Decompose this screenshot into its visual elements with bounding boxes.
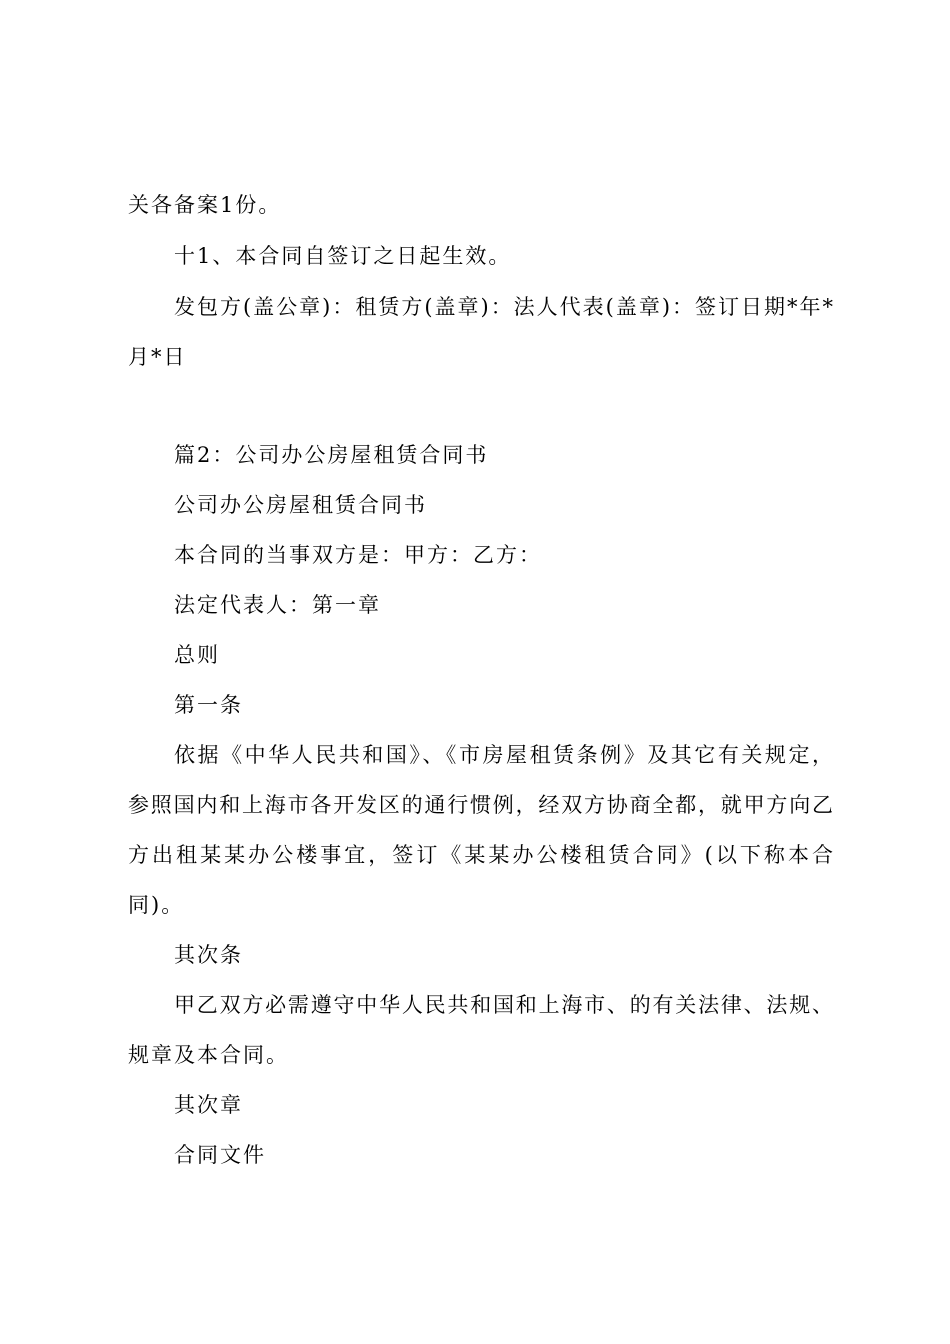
section-heading: 篇2：公司办公房屋租赁合同书 <box>174 443 489 467</box>
paragraph-line: 参照国内和上海市各开发区的通行惯例，经双方协商全都，就甲方向乙 <box>128 793 834 817</box>
legal-representative-line: 法定代表人：第一章 <box>174 593 381 617</box>
parties-line: 本合同的当事双方是：甲方：乙方： <box>174 543 542 567</box>
paragraph-line: 方出租某某办公楼事宜，签订《某某办公楼租赁合同》(以下称本合 <box>128 843 834 867</box>
signature-line: 发包方(盖公章)：租赁方(盖章)：法人代表(盖章)：签订日期*年* <box>174 295 834 319</box>
paragraph-line: 依据《中华人民共和国》、《市房屋租赁条例》及其它有关规定， <box>174 743 834 767</box>
chapter-title: 合同文件 <box>174 1143 266 1167</box>
article-heading: 第一条 <box>174 693 243 717</box>
chapter-heading: 其次章 <box>174 1093 243 1117</box>
chapter-title: 总则 <box>174 643 220 667</box>
paragraph-line: 同)。 <box>128 893 185 917</box>
article-heading: 其次条 <box>174 943 243 967</box>
contract-title: 公司办公房屋租赁合同书 <box>174 493 427 517</box>
paragraph-line: 规章及本合同。 <box>128 1043 289 1067</box>
paragraph-line: 甲乙双方必需遵守中华人民共和国和上海市、的有关法律、法规、 <box>174 993 834 1017</box>
clause-eleven: 十1、本合同自签订之日起生效。 <box>174 244 512 268</box>
text-line: 关各备案1份。 <box>128 193 282 217</box>
signature-date-continued: 月*日 <box>128 345 187 369</box>
